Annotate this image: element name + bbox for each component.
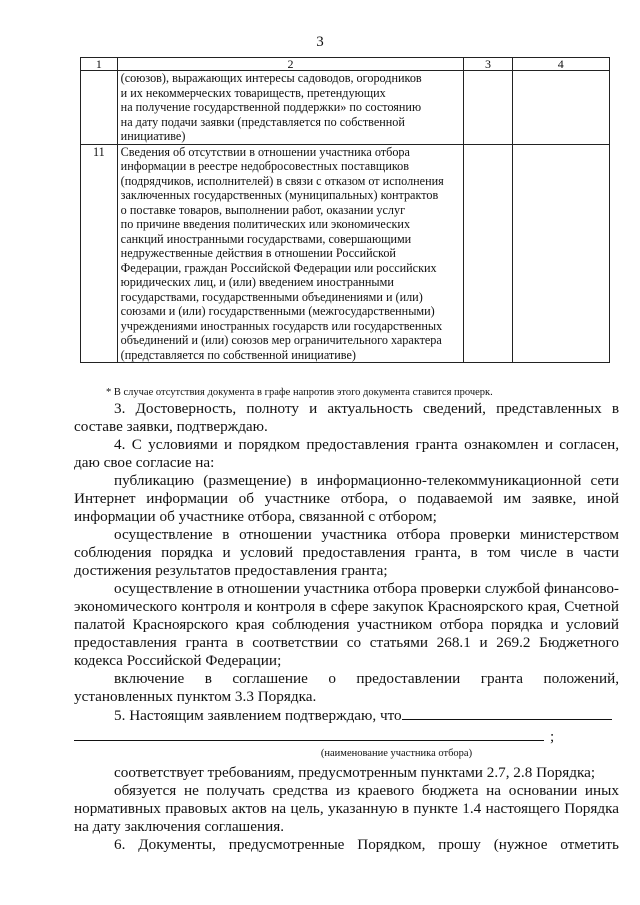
description-line: санкций иностранными государствами, совершающими xyxy=(120,231,412,246)
row-number: 11 xyxy=(81,144,118,363)
row-cell-empty[interactable] xyxy=(464,144,512,363)
column-header: 2 xyxy=(117,58,464,71)
paragraph-4: 4. С условиями и порядком предоставления гранта ознакомлен и согласен, даю свое согласие на: xyxy=(74,436,619,471)
footnote: * В случае отсутствия документа в графе напротив этого документа ставится прочерк. xyxy=(106,387,493,398)
column-header: 4 xyxy=(512,58,609,71)
description-line: (союзов), выражающих интересы садоводов, огородников xyxy=(120,71,422,85)
participant-name-blank[interactable] xyxy=(402,706,612,720)
description-line: по причине введения политических или экономических xyxy=(120,217,411,231)
description-line: юридических лиц, и (или) введением иностранными xyxy=(120,275,394,289)
description-line: учреждениями иностранных государств или государственных xyxy=(120,318,443,333)
description-line: информации в реестре недобросовестных поставщиков xyxy=(120,159,409,173)
row-cell-empty[interactable] xyxy=(464,71,512,145)
consent-agreement-inclusion: включение в соглашение о предоставлении гранта положений, установленных пунктом 3.3 Порядка. xyxy=(74,670,619,705)
confirmation-line xyxy=(74,706,619,726)
column-header: 3 xyxy=(464,58,512,71)
description-line: инициативе) xyxy=(120,129,186,143)
paragraph-3: 3. Достоверность, полноту и актуальность сведений, представленных в составе заявки, подтверждаю. xyxy=(74,400,619,435)
description-line: (подрядчиков, исполнителей) в связи с отказом от исполнения xyxy=(120,173,444,188)
description-line: союзами и (или) государственными (межгосударственными) xyxy=(120,304,435,318)
consent-publication: публикацию (размещение) в информационно-телекоммуникационной сети Интернет информации об участнике отбора, о подаваемой им заявке, иной информации об участнике отбора, связанной с отбором; xyxy=(74,472,619,525)
description-line: (представляется по собственной инициативе) xyxy=(120,347,356,362)
participant-name-blank-full[interactable] xyxy=(74,740,544,741)
row-description xyxy=(117,144,464,363)
row-description xyxy=(117,71,464,145)
page-number: 3 xyxy=(316,34,324,50)
row-number xyxy=(81,71,118,145)
documents-table xyxy=(80,57,610,363)
description-line: о поставке товаров, выполнении работ, оказании услуг xyxy=(120,202,406,217)
consent-ministry-check: осуществление в отношении участника отбора проверки министерством соблюдения порядка и условий предоставления гранта, в том числе в части достижения результатов предоставления гранта; xyxy=(74,526,619,579)
participant-name-line xyxy=(74,726,619,746)
row-cell-empty[interactable] xyxy=(512,144,609,363)
obligation-statement: обязуется не получать средства из краевого бюджета на основании иных нормативных правовых актов на цель, указанную в пункте 1.4 настоящего Порядка на дату заключения соглашения. xyxy=(74,782,619,835)
description-line: Федерации, граждан Российской Федерации или российских xyxy=(120,260,437,275)
description-line: недружественные действия в отношении Российской xyxy=(120,246,396,260)
description-line: объединений и (или) союзов мер ограничительного характера xyxy=(120,333,442,347)
description-line: заключенных государственных (муниципальных) контрактов xyxy=(120,188,439,202)
description-line: государствами, государственными объединениями и (или) xyxy=(120,289,423,304)
description-line: на получение государственной поддержки» по состоянию xyxy=(120,100,422,114)
table-header-row xyxy=(81,58,610,71)
table-row xyxy=(81,144,610,363)
description-line: Сведения об отсутствии в отношении участника отбора xyxy=(120,144,410,159)
participant-name-caption: (наименование участника отбора) xyxy=(320,748,473,759)
table-row xyxy=(81,71,610,145)
compliance-statement: соответствует требованиям, предусмотренным пунктами 2.7, 2.8 Порядка; xyxy=(114,764,596,781)
description-line: и их некоммерческих товариществ, претендующих xyxy=(120,85,386,100)
description-line: на дату подачи заявки (представляется по собственной xyxy=(120,114,405,129)
row-cell-empty[interactable] xyxy=(512,71,609,145)
paragraph-6: 6. Документы, предусмотренные Порядком, прошу (нужное отметить xyxy=(114,836,619,853)
paragraph-5: 5. Настоящим заявлением подтверждаю, что xyxy=(114,707,402,724)
consent-financial-control: осуществление в отношении участника отбора проверки службой финансово-экономического контроля и контроля в сфере закупок Красноярского края, Счетной палатой Красноярского края соблюдения участником отбора порядка и условий предоставления гранта в соответствии со статьями 268.1 и 269.2 Бюджетного кодекса Российской Федерации; xyxy=(74,580,619,669)
column-header: 1 xyxy=(81,58,118,71)
document-body xyxy=(74,400,619,854)
semicolon: ; xyxy=(550,728,555,745)
